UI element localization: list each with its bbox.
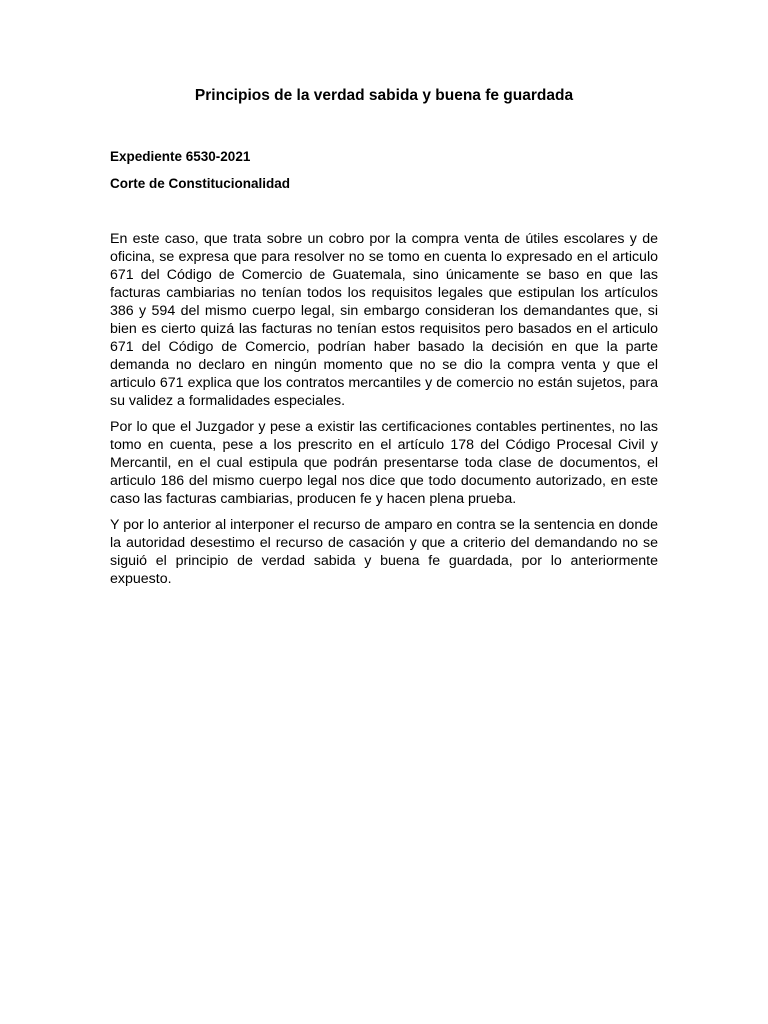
document-body (110, 230, 658, 596)
body-paragraph: En este caso, que trata sobre un cobro por la compra venta de útiles escolares y de oficina, se expresa que para resolver no se tomo en cuenta lo expresado en el articulo 671 del Código de Comercio de Guatemala, sino únicamente se baso en que las facturas cambiarias no tenían todos los requisitos legales que estipulan los artículos 386 y 594 del mismo cuerpo legal, sin embargo consideran los demandantes que, si bien es cierto quizá las facturas no tenían estos requisitos pero basados en el articulo 671 del Código de Comercio, podrían haber basado la decisión en que la parte demanda no declaro en ningún momento que no se dio la compra venta y que el articulo 671 explica que los contratos mercantiles y de comercio no están sujetos, para su validez a formalidades especiales. (110, 231, 658, 409)
case-number: Expediente 6530-2021 (110, 149, 251, 164)
body-paragraph: Y por lo anterior al interponer el recurso de amparo en contra se la sentencia en donde la autoridad desestimo el recurso de casación y que a criterio del demandando no se siguió el principio de verdad sabida y buena fe guardada, por lo anteriormente expuesto. (110, 517, 658, 587)
body-paragraph: Por lo que el Juzgador y pese a existir las certificaciones contables pertinentes, no las tomo en cuenta, pese a los prescrito en el artículo 178 del Código Procesal Civil y Mercantil, en el cual estipula que podrán presentarse toda clase de documentos, el articulo 186 del mismo cuerpo legal nos dice que todo documento autorizado, en este caso las facturas cambiarias, producen fe y hacen plena prueba. (110, 419, 658, 507)
court-name: Corte de Constitucionalidad (110, 176, 291, 191)
document-title: Principios de la verdad sabida y buena fe guardada (194, 87, 574, 104)
